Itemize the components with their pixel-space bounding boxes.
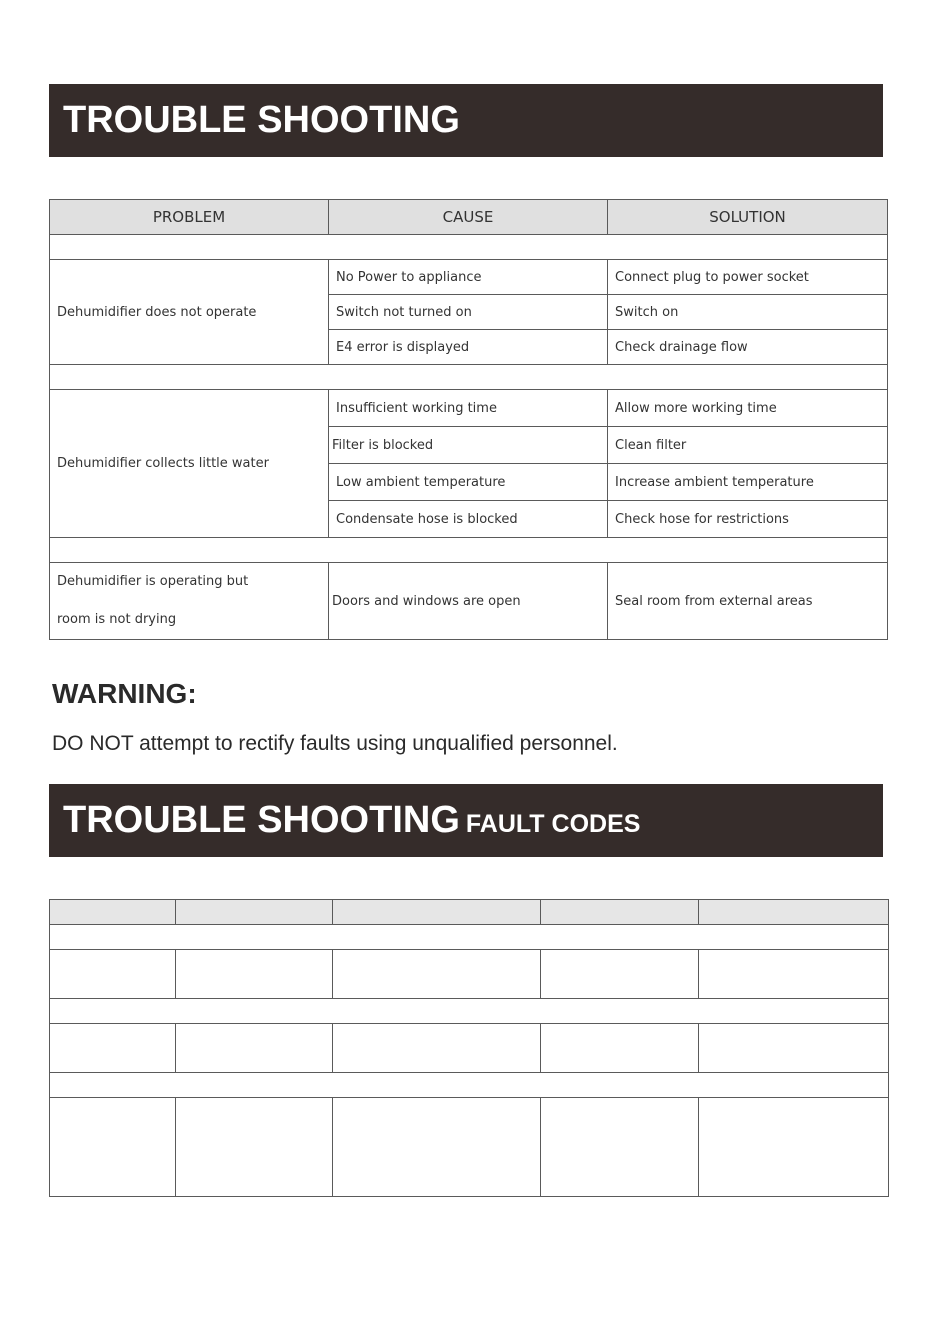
warning-title: WARNING: <box>52 678 197 709</box>
separator-row <box>50 365 888 390</box>
cause-cell: Low ambient temperature <box>329 464 608 501</box>
solution-cell: Seal room from external areas <box>608 563 888 640</box>
fault-cell <box>50 1024 176 1073</box>
fault-cell <box>50 950 176 999</box>
fault-cell <box>541 1024 699 1073</box>
cause-cell: No Power to appliance <box>329 260 608 295</box>
table-row <box>50 1098 889 1197</box>
fault-cell <box>333 950 541 999</box>
fault-cell <box>699 950 889 999</box>
fault-cell <box>699 1024 889 1073</box>
fault-cell <box>176 1098 333 1197</box>
fault-cell <box>333 1024 541 1073</box>
solution-cell: Increase ambient temperature <box>608 464 888 501</box>
table-row <box>50 260 888 295</box>
table-row <box>50 390 888 427</box>
banner-title: TROUBLE SHOOTING <box>63 799 460 841</box>
table-row <box>50 950 889 999</box>
problem-cell: Dehumidifier collects little water <box>50 390 329 538</box>
separator-row <box>50 235 888 260</box>
problem-line-2: room is not drying <box>57 612 177 627</box>
fault-codes-table <box>49 899 889 1197</box>
fault-cell <box>333 1098 541 1197</box>
cause-cell: Condensate hose is blocked <box>329 501 608 538</box>
separator-row <box>50 538 888 563</box>
banner-subtitle: FAULT CODES <box>465 810 641 838</box>
header-cause: CAUSE <box>329 200 608 235</box>
fault-codes-banner <box>49 784 883 857</box>
table-row <box>50 1024 889 1073</box>
cause-cell: E4 error is displayed <box>329 330 608 365</box>
troubleshooting-table <box>49 199 888 640</box>
fault-cell <box>176 950 333 999</box>
problem-cell: Dehumidifier does not operate <box>50 260 329 365</box>
solution-cell: Connect plug to power socket <box>608 260 888 295</box>
solution-cell: Check drainage flow <box>608 330 888 365</box>
solution-cell: Allow more working time <box>608 390 888 427</box>
fault-header-cell <box>699 900 889 925</box>
cause-cell: Insufficient working time <box>329 390 608 427</box>
solution-cell: Check hose for restrictions <box>608 501 888 538</box>
banner-title: TROUBLE SHOOTING <box>63 99 460 141</box>
fault-cell <box>699 1098 889 1197</box>
cause-cell: Switch not turned on <box>329 295 608 330</box>
problem-cell <box>50 563 329 640</box>
cause-cell: Doors and windows are open <box>329 563 608 640</box>
fault-header-cell <box>50 900 176 925</box>
fault-cell <box>541 950 699 999</box>
fault-header-row <box>50 900 889 925</box>
header-solution: SOLUTION <box>608 200 888 235</box>
solution-cell: Switch on <box>608 295 888 330</box>
fault-header-cell <box>541 900 699 925</box>
cause-cell: Filter is blocked <box>329 427 608 464</box>
separator-row <box>50 999 889 1024</box>
solution-cell: Clean filter <box>608 427 888 464</box>
table-header-row <box>50 200 888 235</box>
problem-line-1: Dehumidifier is operating but <box>57 574 249 589</box>
table-row <box>50 563 888 640</box>
warning-text: DO NOT attempt to rectify faults using unqualified personnel. <box>52 732 618 755</box>
trouble-shooting-banner <box>49 84 883 157</box>
fault-header-cell <box>333 900 541 925</box>
separator-row <box>50 925 889 950</box>
fault-header-cell <box>176 900 333 925</box>
header-problem: PROBLEM <box>50 200 329 235</box>
fault-cell <box>176 1024 333 1073</box>
fault-cell <box>541 1098 699 1197</box>
separator-row <box>50 1073 889 1098</box>
fault-cell <box>50 1098 176 1197</box>
